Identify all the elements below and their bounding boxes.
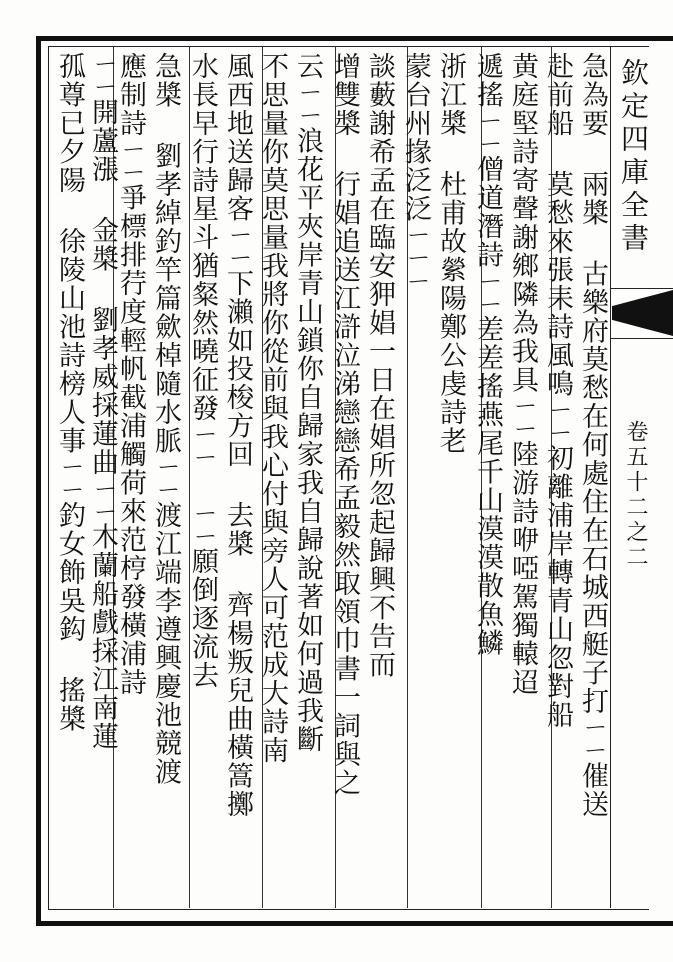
- text-column: 不思量你莫思量我將你從前與我心付與旁人可范成大詩南: [257, 52, 288, 765]
- gutter-border: [610, 46, 611, 908]
- text-column: 應制詩ㄧㄧ爭標排荇度輕帆截浦觸荷來范梈發橫浦詩: [115, 52, 146, 697]
- book-title: 欽定四庫全書: [617, 58, 650, 256]
- text-column: ㄧㄧ開蘆漲 金槳 劉孝威採蓮曲ㄧㄧ木蘭船戲採江南蓮: [87, 52, 118, 751]
- text-column: 孤尊已夕陽 徐陵山池詩榜人事ㄧㄧ釣女飾吳鈎 搖槳: [54, 52, 85, 734]
- text-column: 赴前船 莫愁來張耒詩風鳴ㄧㄧ初離浦岸轉青山忽對船: [542, 52, 573, 730]
- text-column: 水長早行詩星斗猶粲然曉征發ㄧㄧ ㄧㄧ願倒逐流去: [187, 52, 218, 690]
- text-column: 蒙台州掾泛泛ㄧㄧㄧ: [400, 52, 431, 293]
- text-column: 浙江槳 杜甫故縈陽鄭公虔詩老: [435, 52, 466, 455]
- text-column: 黄庭堅詩寄聲謝鄉隣為我具ㄧㄧ陸游詩咿啞駕獨轅迢: [507, 52, 538, 697]
- text-column: 增雙槳 行娼追送江滸泣涕戀戀希孟毅然取領巾書一詞與之: [329, 52, 360, 797]
- volume-label: 卷五十二之二: [623, 420, 648, 570]
- text-column: 風西地送歸客ㄧㄧ下瀨如投梭方回 去槳 齊楊叛兒曲橫篙擲: [222, 52, 253, 819]
- text-column: 急為要 兩槳 古樂府莫愁在何處住在石城西艇子打ㄧㄧ催送: [577, 52, 608, 819]
- text-column: 遞搖ㄧㄧ僧道潛詩ㄧㄧ差差搖燕尾千山漠漠散魚鱗: [472, 52, 503, 658]
- text-column: 云ㄧㄧ浪花平夾岸青山鎖你自歸家我自歸說著如何過我斷: [292, 52, 323, 754]
- gutter-divider: [610, 338, 673, 339]
- text-column: 談藪謝希孟在臨安狎娼一日在娼所忽起歸興不告而: [364, 52, 395, 679]
- gutter-divider: [610, 288, 673, 289]
- text-column: 急槳 劉孝綽釣竿篇歛棹隨水脈ㄧㄧ渡江端李遵興慶池競渡: [150, 52, 181, 787]
